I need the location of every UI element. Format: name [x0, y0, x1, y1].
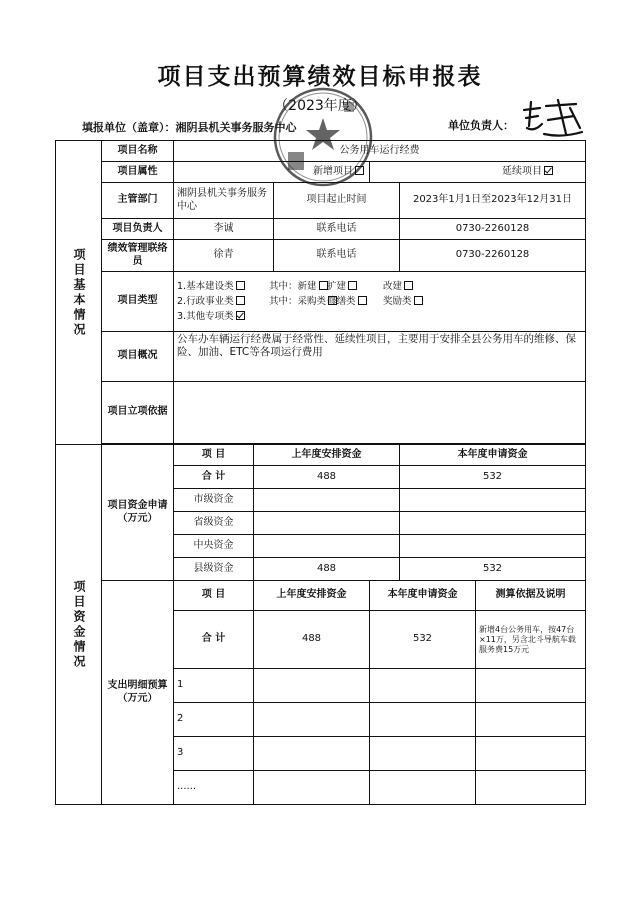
funds-row-province-this [400, 512, 586, 535]
funds-row-city-name: 市级资金 [174, 489, 254, 512]
detail-row-more-last [254, 771, 370, 805]
detail-total-note: 新增4台公务用车，按47台×11万，另含北斗导航车载服务费15万元 [476, 611, 586, 669]
funds-row-province-name: 省级资金 [174, 512, 254, 535]
form-title: 项目支出预算绩效目标申报表 [157, 64, 483, 90]
basis-label: 项目立项依据 [102, 382, 174, 444]
detail-total-name: 合 计 [174, 611, 254, 669]
leader-label: 项目负责人 [102, 219, 174, 240]
detail-total-this: 532 [370, 611, 476, 669]
detail-row-1-last [254, 669, 370, 703]
detail-row-1-this [370, 669, 476, 703]
funds-head-last: 上年度安排资金 [254, 445, 400, 466]
period-label: 项目起止时间 [274, 183, 400, 219]
perf-phone-label: 联系电话 [274, 240, 400, 272]
detail-head-last: 上年度安排资金 [254, 581, 370, 611]
perf-phone-value: 0730-2260128 [400, 240, 586, 272]
type-repair[interactable]: 修缮类 [327, 295, 383, 308]
type-rebuild-checkbox[interactable] [404, 281, 413, 290]
attr-cont[interactable] [370, 162, 586, 183]
budget-form-table [55, 140, 586, 805]
detail-head-item: 项 目 [174, 581, 254, 611]
funds-apply-label: 项目资金申请（万元） [102, 445, 174, 581]
project-type-label: 项目类型 [102, 272, 174, 332]
attr-cont-label: 延续项目 [502, 166, 542, 178]
overview-value: 公车办车辆运行经费属于经常性、延续性项目，主要用于安排全县公务用车的维修、保险、加油、ETC等各项运行费用 [174, 332, 586, 382]
type-new-build[interactable]: 其中：新建 [269, 280, 327, 293]
filing-unit-label: 填报单位（盖章）： [82, 121, 176, 134]
detail-head-basis: 测算依据及说明 [476, 581, 586, 611]
overview-label: 项目概况 [102, 332, 174, 382]
leader-phone-value: 0730-2260128 [400, 219, 586, 240]
attr-cont-checkbox[interactable] [544, 166, 553, 175]
type-admin[interactable]: 2.行政事业类 [177, 295, 269, 308]
detail-row-1-name: 1 [174, 669, 254, 703]
type-expand[interactable]: 扩建 [327, 280, 383, 293]
detail-row-2-name: 2 [174, 703, 254, 737]
type-purchase[interactable]: 其中：采购类 [269, 295, 327, 308]
funds-head-item: 项 目 [174, 445, 254, 466]
form-year: （2023年度） [274, 98, 366, 114]
detail-row-2-this [370, 703, 476, 737]
dept-label: 主管部门 [102, 183, 174, 219]
perf-contact-label: 绩效管理联络员 [102, 240, 174, 272]
funds-row-total-name: 合 计 [174, 466, 254, 489]
funds-row-central-name: 中央资金 [174, 535, 254, 558]
type-rebuild[interactable]: 改建 [383, 280, 453, 293]
detail-row-2-last [254, 703, 370, 737]
funds-row-city-this [400, 489, 586, 512]
type-other[interactable]: 3.其他专项类 [177, 310, 269, 323]
funds-row-city-last [254, 489, 400, 512]
attr-new-label: 新增项目 [313, 166, 353, 178]
type-expand-checkbox[interactable] [348, 281, 357, 290]
detail-total-last: 488 [254, 611, 370, 669]
attr-new-checkbox[interactable] [355, 166, 364, 175]
detail-row-1-note [476, 669, 586, 703]
project-attr-label: 项目属性 [102, 162, 174, 183]
detail-row-3-name: 3 [174, 737, 254, 771]
dept-value: 湘阴县机关事务服务中心 [174, 183, 274, 219]
detail-row-more-this [370, 771, 476, 805]
detail-budget-label: 支出明细预算（万元） [102, 581, 174, 805]
detail-row-3-note [476, 737, 586, 771]
funds-row-central-this [400, 535, 586, 558]
period-value: 2023年1月1日至2023年12月31日 [400, 183, 586, 219]
funds-row-total-last: 488 [254, 466, 400, 489]
funds-row-province-last [254, 512, 400, 535]
funds-row-total-this: 532 [400, 466, 586, 489]
detail-row-2-note [476, 703, 586, 737]
filing-unit-value: 湘阴县机关事务服务中心 [175, 121, 297, 134]
attr-new[interactable] [174, 162, 370, 183]
funds-row-county-name: 县级资金 [174, 558, 254, 581]
leader-value: 李诚 [174, 219, 274, 240]
type-basic-checkbox[interactable] [236, 281, 245, 290]
project-type-options [174, 272, 586, 332]
type-purchase-checkbox[interactable] [328, 296, 337, 305]
perf-contact-value: 徐青 [174, 240, 274, 272]
funds-row-county-this: 532 [400, 558, 586, 581]
type-reward-checkbox[interactable] [414, 296, 423, 305]
funds-row-central-last [254, 535, 400, 558]
handwritten-signature [518, 98, 588, 140]
section-funds-label: 项目资金情况 [56, 445, 102, 805]
type-basic-construction[interactable]: 1.基本建设类 [177, 280, 269, 293]
detail-row-more-name: ...... [174, 771, 254, 805]
type-other-checkbox[interactable] [236, 311, 245, 320]
type-repair-checkbox[interactable] [358, 296, 367, 305]
type-new-build-checkbox[interactable] [319, 281, 328, 290]
leader-phone-label: 联系电话 [274, 219, 400, 240]
type-reward[interactable]: 奖励类 [383, 295, 453, 308]
project-name-label: 项目名称 [102, 141, 174, 162]
detail-head-this: 本年度申请资金 [370, 581, 476, 611]
basis-value [174, 382, 586, 444]
section-basic-label: 项目基本情况 [56, 141, 102, 445]
detail-row-3-this [370, 737, 476, 771]
funds-head-this: 本年度申请资金 [400, 445, 586, 466]
funds-row-county-last: 488 [254, 558, 400, 581]
unit-leader-label: 单位负责人： [448, 119, 514, 132]
project-name-value: 公务用车运行经费 [174, 141, 586, 162]
detail-row-3-last [254, 737, 370, 771]
type-admin-checkbox[interactable] [236, 296, 245, 305]
detail-row-more-note [476, 771, 586, 805]
